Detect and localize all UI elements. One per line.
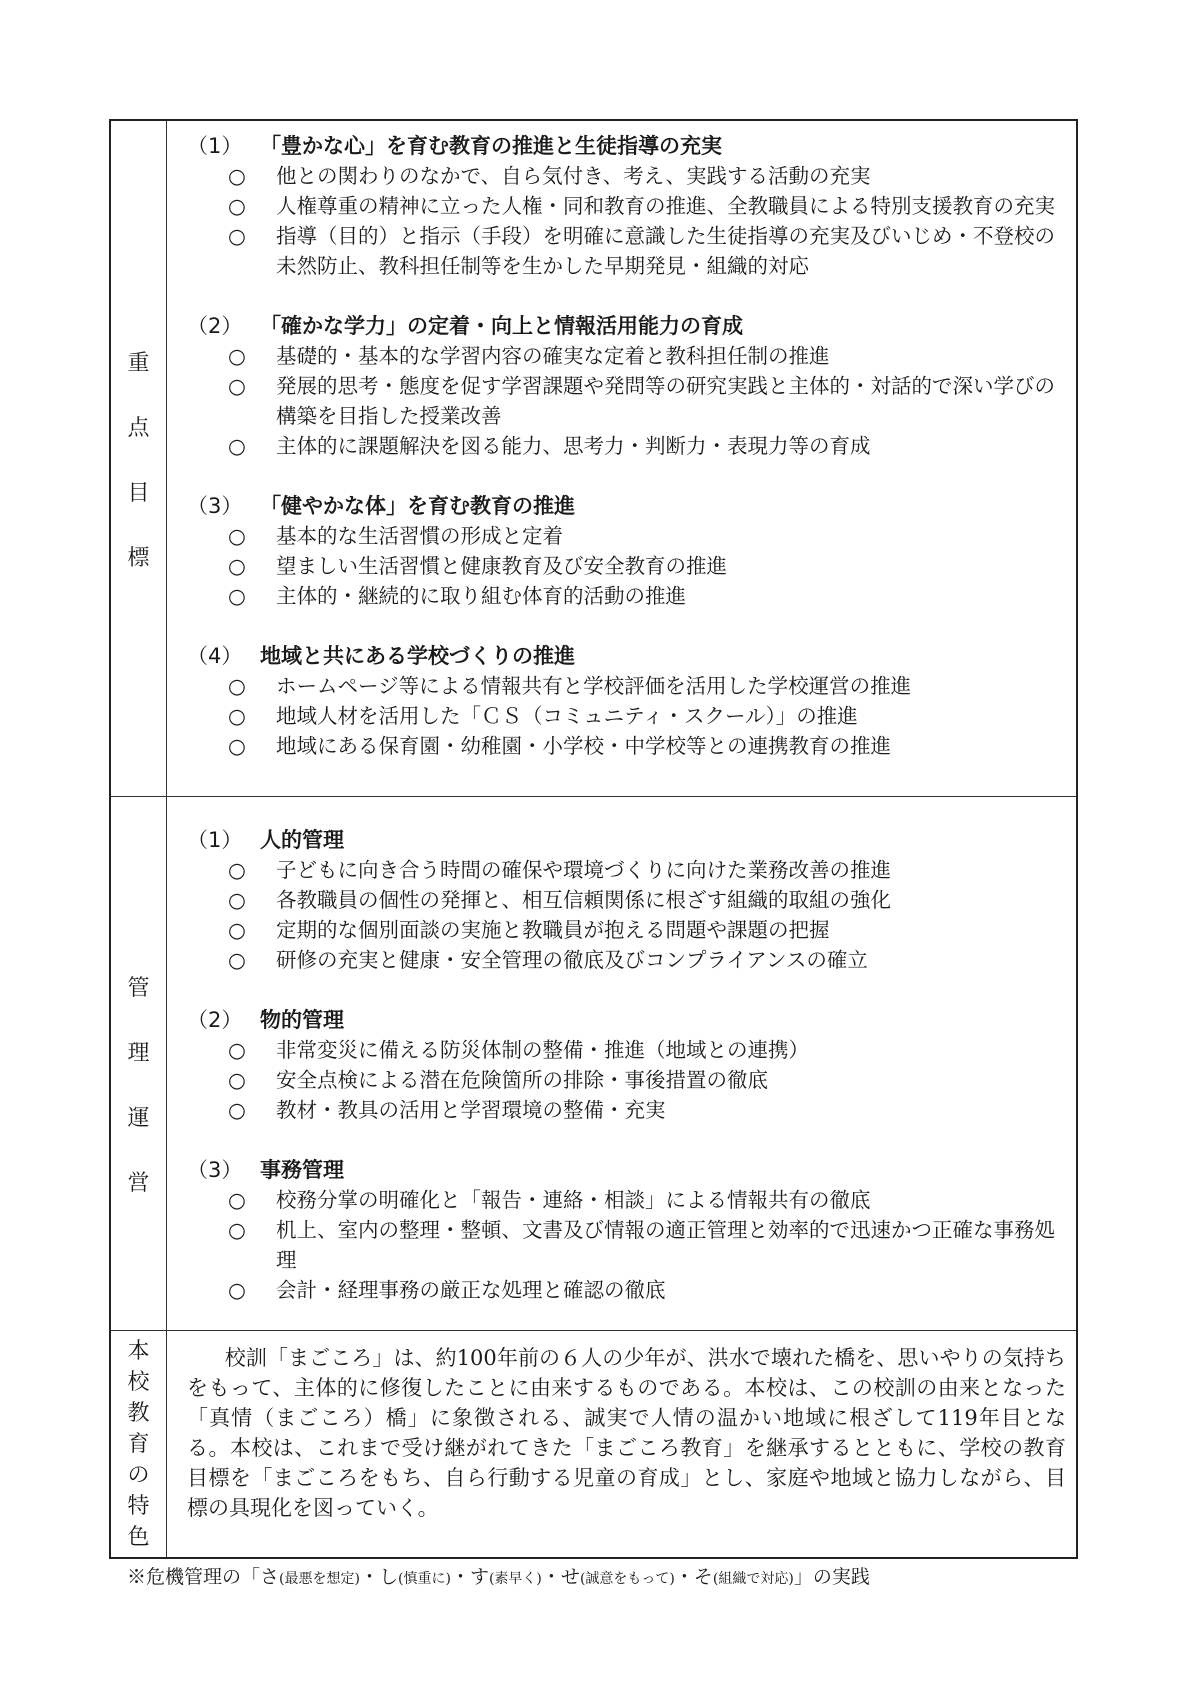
section-number: （1）: [187, 134, 243, 158]
footnote-note: (素早く): [488, 1571, 542, 1587]
list-item: [187, 581, 1064, 611]
circle-bullet-icon: ○: [228, 704, 246, 728]
section-title: 地域と共にある学校づくりの推進: [260, 644, 575, 668]
footnote: [127, 1562, 870, 1589]
list-item-text: 発展的思考・態度を促す学習課題や発問等の研究実践と主体的・対話的で深い学びの構築を目指した授業改善: [276, 374, 1055, 428]
footnote-prefix: ※危機管理の「: [127, 1566, 261, 1588]
label-char: 教: [127, 1400, 150, 1426]
list-item-text: 他との関わりのなかで、自ら気付き、考え、実践する活動の充実: [276, 164, 871, 188]
list-item: [187, 221, 1064, 281]
section-title: 人的管理: [260, 828, 344, 852]
section-heading: [187, 641, 1064, 671]
list-item: [187, 191, 1064, 221]
list-item-text: 非常変災に備える防災体制の整備・推進（地域との連携）: [276, 1038, 809, 1062]
features-label: [111, 1331, 167, 1557]
list-item-text: 安全点検による潜在危険箇所の排除・事後措置の徹底: [276, 1068, 768, 1092]
footnote-kana: せ: [560, 1566, 580, 1588]
section-number: （3）: [187, 494, 243, 518]
footnote-suffix: 」の実践: [793, 1566, 870, 1588]
list-item-text: 主体的・継続的に取り組む体育的活動の推進: [276, 584, 686, 608]
section-number: （2）: [187, 314, 243, 338]
list-item-text: 校務分掌の明確化と「報告・連絡・相談」による情報共有の徹底: [276, 1188, 871, 1212]
circle-bullet-icon: ○: [228, 1068, 246, 1092]
list-item: [187, 161, 1064, 191]
list-item: [187, 885, 1064, 915]
circle-bullet-icon: ○: [228, 734, 246, 758]
list-item-text: 子どもに向き合う時間の確保や環境づくりに向けた業務改善の推進: [276, 858, 891, 882]
label-char: 営: [127, 1170, 150, 1196]
list-item-text: 主体的に課題解決を図る能力、思考力・判断力・表現力等の育成: [276, 434, 871, 458]
section-heading: [187, 1155, 1064, 1185]
list-item-text: 基本的な生活習慣の形成と定着: [276, 524, 563, 548]
list-item-text: 机上、室内の整理・整頓、文書及び情報の適正管理と効率的で迅速かつ正確な事務処理: [276, 1218, 1055, 1272]
label-char: 本: [127, 1338, 150, 1364]
circle-bullet-icon: ○: [228, 948, 246, 972]
label-char: 点: [127, 415, 150, 441]
list-item: [187, 915, 1064, 945]
list-item: [187, 701, 1064, 731]
management-label: [111, 797, 167, 1331]
label-char: 重: [127, 350, 150, 376]
section-title: 「豊かな心」を育む教育の推進と生徒指導の充実: [260, 134, 722, 158]
label-char: 標: [127, 545, 150, 571]
footnote-separator: ・: [674, 1566, 694, 1588]
footnote-kana: さ: [260, 1566, 280, 1588]
label-char: 校: [127, 1369, 150, 1395]
footnote-note: (組織で対応): [712, 1571, 794, 1587]
section-heading: [187, 491, 1064, 521]
list-item: [187, 341, 1064, 371]
list-item: [187, 551, 1064, 581]
list-item-text: ホームページ等による情報共有と学校評価を活用した学校運営の推進: [276, 674, 912, 698]
circle-bullet-icon: ○: [228, 164, 246, 188]
list-item-text: 望ましい生活習慣と健康教育及び安全教育の推進: [276, 554, 727, 578]
footnote-note: (最悪を想定): [279, 1571, 360, 1587]
list-item: [187, 1065, 1064, 1095]
list-item: [187, 1215, 1064, 1275]
circle-bullet-icon: ○: [228, 194, 246, 218]
label-char: の: [127, 1462, 150, 1488]
list-item-text: 指導（目的）と指示（手段）を明確に意識した生徒指導の充実及びいじめ・不登校の未然防止、教科担任制等を生かした早期発見・組織的対応: [276, 224, 1055, 278]
circle-bullet-icon: ○: [228, 374, 246, 398]
circle-bullet-icon: ○: [228, 858, 246, 882]
footnote-separator: ・: [541, 1566, 561, 1588]
label-char: 特: [127, 1493, 150, 1519]
label-char: 色: [127, 1524, 150, 1550]
list-item-text: 教材・教具の活用と学習環境の整備・充実: [276, 1098, 666, 1122]
footnote-note: (誠意をもって): [579, 1571, 675, 1587]
section-number: （2）: [187, 1008, 243, 1032]
section: [187, 131, 1064, 281]
list-item-text: 各教職員の個性の発揮と、相互信頼関係に根ざす組織的取組の強化: [276, 888, 891, 912]
circle-bullet-icon: ○: [228, 344, 246, 368]
section-heading: [187, 1005, 1064, 1035]
section-number: （4）: [187, 644, 243, 668]
section: [187, 311, 1064, 461]
list-item-text: 地域人材を活用した「ＣＳ（コミュニティ・スクール）」の推進: [276, 704, 858, 728]
label-char: 理: [127, 1040, 150, 1066]
label-char: 育: [127, 1431, 150, 1457]
list-item: [187, 371, 1064, 431]
footnote-note: (慎重に): [398, 1571, 451, 1587]
section-number: （3）: [187, 1158, 243, 1182]
section-title: 物的管理: [260, 1008, 344, 1032]
label-char: 運: [127, 1105, 150, 1131]
list-item-text: 会計・経理事務の厳正な処理と確認の徹底: [276, 1278, 666, 1302]
label-char: 管: [127, 975, 150, 1001]
circle-bullet-icon: ○: [228, 1188, 246, 1212]
section: [187, 1005, 1064, 1125]
section-heading: [187, 311, 1064, 341]
circle-bullet-icon: ○: [228, 1098, 246, 1122]
list-item-text: 研修の充実と健康・安全管理の徹底及びコンプライアンスの確立: [276, 948, 868, 972]
list-item-text: 定期的な個別面談の実施と教職員が抱える問題や課題の把握: [276, 918, 830, 942]
section-title: 「健やかな体」を育む教育の推進: [260, 494, 575, 518]
section-heading: [187, 131, 1064, 161]
list-item-text: 基礎的・基本的な学習内容の確実な定着と教科担任制の推進: [276, 344, 830, 368]
priority-goals-content: [167, 121, 1076, 797]
list-item: [187, 731, 1064, 761]
list-item: [187, 671, 1064, 701]
section: [187, 825, 1064, 975]
list-item: [187, 431, 1064, 461]
section: [187, 1155, 1064, 1305]
features-content: [167, 1331, 1076, 1557]
list-item: [187, 1095, 1064, 1125]
section-number: （1）: [187, 828, 243, 852]
section-title: 事務管理: [260, 1158, 344, 1182]
footnote-kana: し: [378, 1566, 398, 1588]
circle-bullet-icon: ○: [228, 1038, 246, 1062]
circle-bullet-icon: ○: [228, 1278, 246, 1302]
section-heading: [187, 825, 1064, 855]
list-item-text: 人権尊重の精神に立った人権・同和教育の推進、全教職員による特別支援教育の充実: [276, 194, 1055, 218]
circle-bullet-icon: ○: [228, 524, 246, 548]
plan-table: [109, 119, 1078, 1559]
list-item-text: 地域にある保育園・幼稚園・小学校・中学校等との連携教育の推進: [276, 734, 891, 758]
circle-bullet-icon: ○: [228, 434, 246, 458]
list-item: [187, 521, 1064, 551]
label-char: 目: [127, 480, 150, 506]
section: [187, 641, 1064, 761]
priority-goals-label: [111, 121, 167, 797]
footnote-kana: そ: [693, 1566, 713, 1588]
circle-bullet-icon: ○: [228, 918, 246, 942]
list-item: [187, 1035, 1064, 1065]
circle-bullet-icon: ○: [228, 224, 246, 248]
circle-bullet-icon: ○: [228, 584, 246, 608]
section-title: 「確かな学力」の定着・向上と情報活用能力の育成: [260, 314, 743, 338]
circle-bullet-icon: ○: [228, 1218, 246, 1242]
circle-bullet-icon: ○: [228, 888, 246, 912]
list-item: [187, 1275, 1064, 1305]
management-content: [167, 797, 1076, 1331]
list-item: [187, 855, 1064, 885]
footnote-separator: ・: [359, 1566, 379, 1588]
footnote-separator: ・: [450, 1566, 470, 1588]
circle-bullet-icon: ○: [228, 674, 246, 698]
list-item: [187, 1185, 1064, 1215]
section: [187, 491, 1064, 611]
list-item: [187, 945, 1064, 975]
circle-bullet-icon: ○: [228, 554, 246, 578]
features-paragraph: 校訓「まごころ」は、約100年前の６人の少年が、洪水で壊れた橋を、思いやりの気持ちをもって、主体的に修復したことに由来するものである。本校は、この校訓の由来となった「真情（まごころ）橋」に象徴される、誠実で人情の温かい地域に根ざして119年目となる。本校は、これまで受け継がれてきた「まごころ教育」を継承するとともに、学校の教育目標を「まごころをもち、自ら行動する児童の育成」とし、家庭や地域と協力しながら、目標の具現化を図っていく。: [187, 1346, 1066, 1520]
footnote-kana: す: [469, 1566, 489, 1588]
